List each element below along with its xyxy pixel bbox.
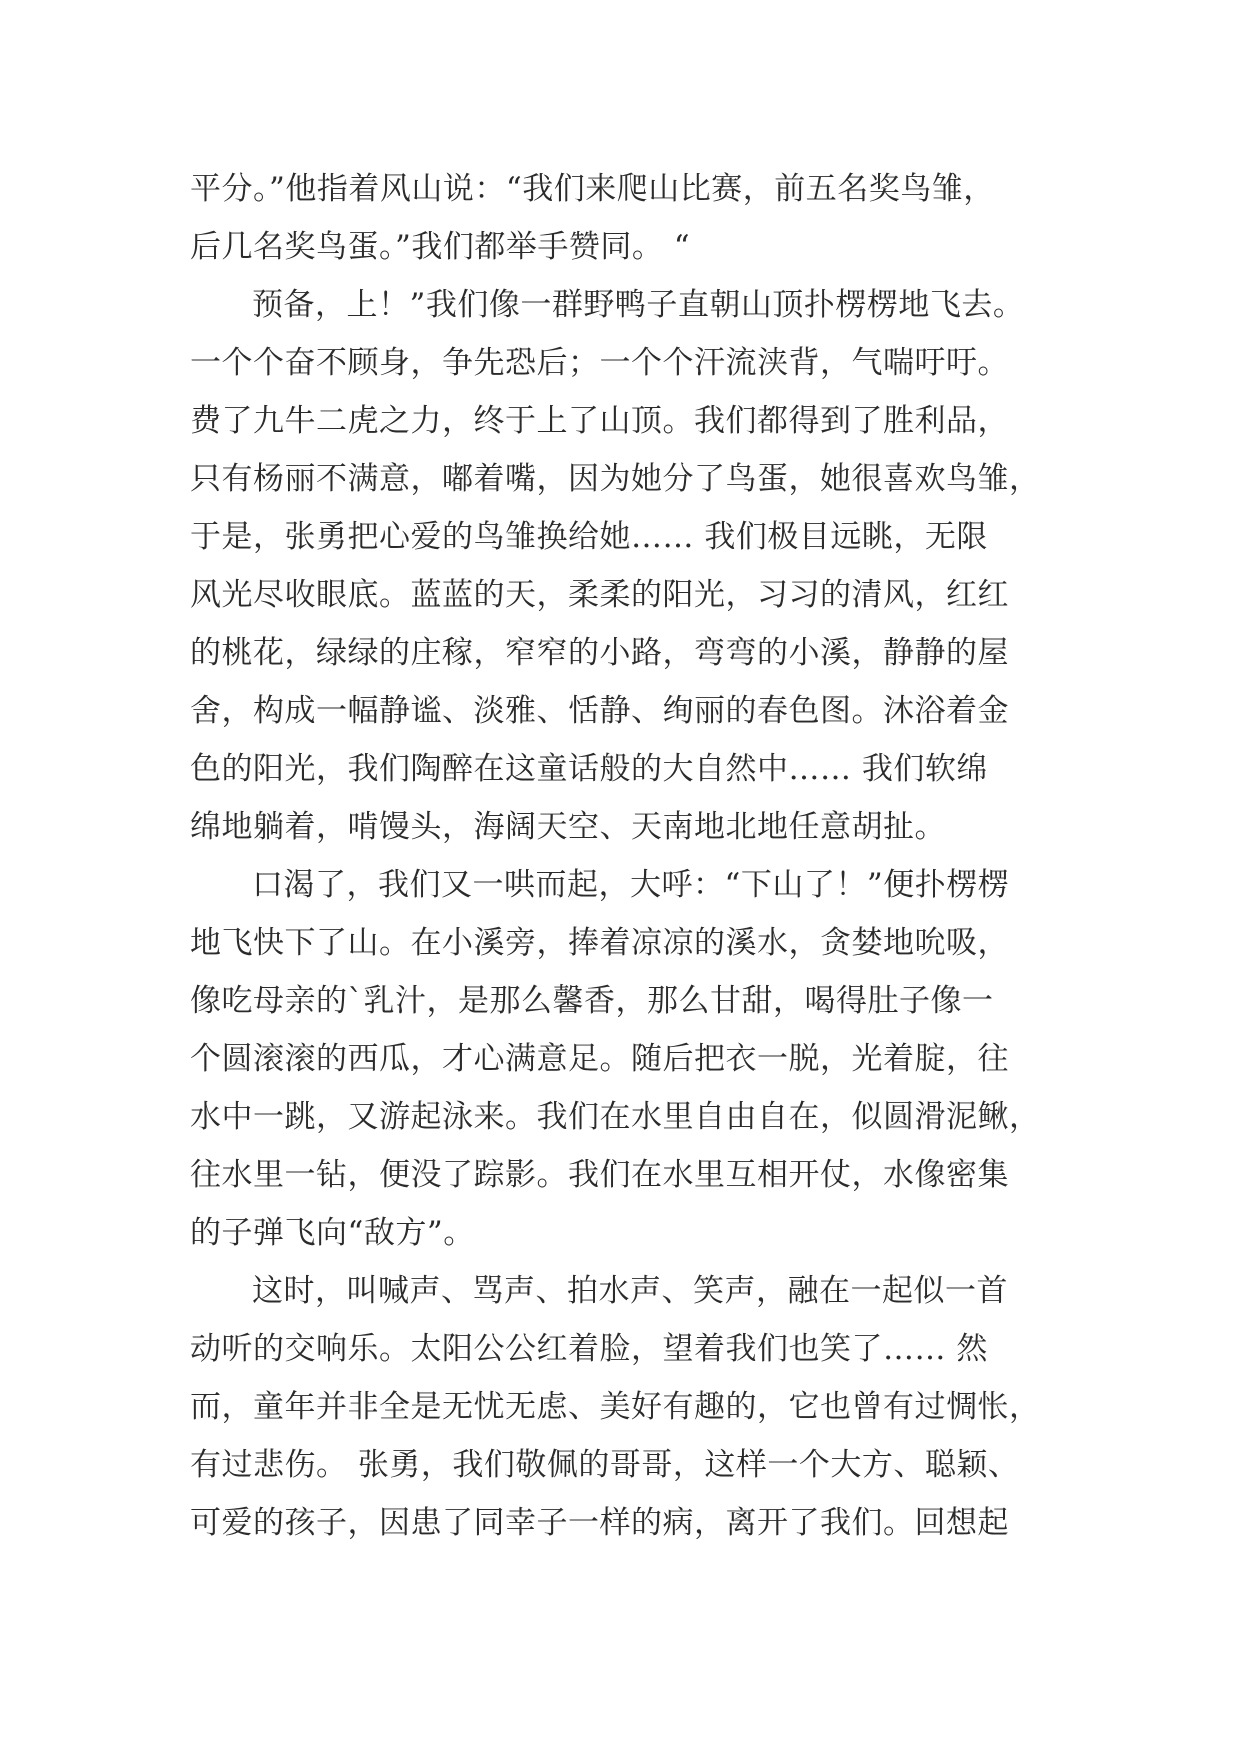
text-line: 地飞快下了山。在小溪旁，捧着凉凉的溪水，贪婪地吮吸， [190,925,1009,961]
text-line: 只有杨丽不满意，嘟着嘴，因为她分了鸟蛋，她很喜欢鸟雏， [190,461,1041,497]
text-line: 绵地躺着，啃馒头，海阔天空、天南地北地任意胡扯。 [190,809,946,845]
text-line: 的子弹飞向“敌方”。 [190,1215,475,1251]
text-line: 预备，上！”我们像一群野鸭子直朝山顶扑楞楞地飞去。 [252,287,1025,323]
text-line: 后几名奖鸟蛋。”我们都举手赞同。 “ [190,229,691,265]
text-line: 个圆滚滚的西瓜，才心满意足。随后把衣一脱，光着腚，往 [190,1041,1009,1077]
text-line: 平分。”他指着风山说：“我们来爬山比赛，前五名奖鸟雏， [190,171,995,207]
text-line: 往水里一钻，便没了踪影。我们在水里互相开仗，水像密集 [190,1157,1009,1193]
text-line: 像吃母亲的`乳汁，是那么馨香，那么甘甜，喝得肚子像一 [190,983,994,1019]
text-line: 水中一跳，又游起泳来。我们在水里自由自在，似圆滑泥鳅， [190,1099,1041,1135]
text-line: 舍，构成一幅静谧、淡雅、恬静、绚丽的春色图。沐浴着金 [190,693,1009,729]
text-line: 一个个奋不顾身，争先恐后；一个个汗流浃背，气喘吁吁。 [190,345,1009,381]
body-text [190,160,1070,1552]
text-line: 而，童年并非全是无忧无虑、美好有趣的，它也曾有过惆怅， [190,1389,1041,1425]
text-line: 的桃花，绿绿的庄稼，窄窄的小路，弯弯的小溪，静静的屋 [190,635,1009,671]
text-line: 费了九牛二虎之力，终于上了山顶。我们都得到了胜利品， [190,403,1009,439]
text-line: 风光尽收眼底。蓝蓝的天，柔柔的阳光，习习的清风，红红 [190,577,1009,613]
text-line: 有过悲伤。 张勇，我们敬佩的哥哥，这样一个大方、聪颖、 [190,1447,1020,1483]
text-line: 色的阳光，我们陶醉在这童话般的大自然中…… 我们软绵 [190,751,988,787]
text-line: 动听的交响乐。太阳公公红着脸，望着我们也笑了…… 然 [190,1331,988,1367]
text-line: 这时，叫喊声、骂声、拍水声、笑声，融在一起似一首 [252,1273,1008,1309]
text-line: 口渴了，我们又一哄而起，大呼：“下山了！”便扑楞楞 [252,867,1010,903]
text-line: 可爱的孩子，因患了同幸子一样的病，离开了我们。回想起 [190,1505,1009,1541]
text-line: 于是，张勇把心爱的鸟雏换给她…… 我们极目远眺，无限 [190,519,988,555]
